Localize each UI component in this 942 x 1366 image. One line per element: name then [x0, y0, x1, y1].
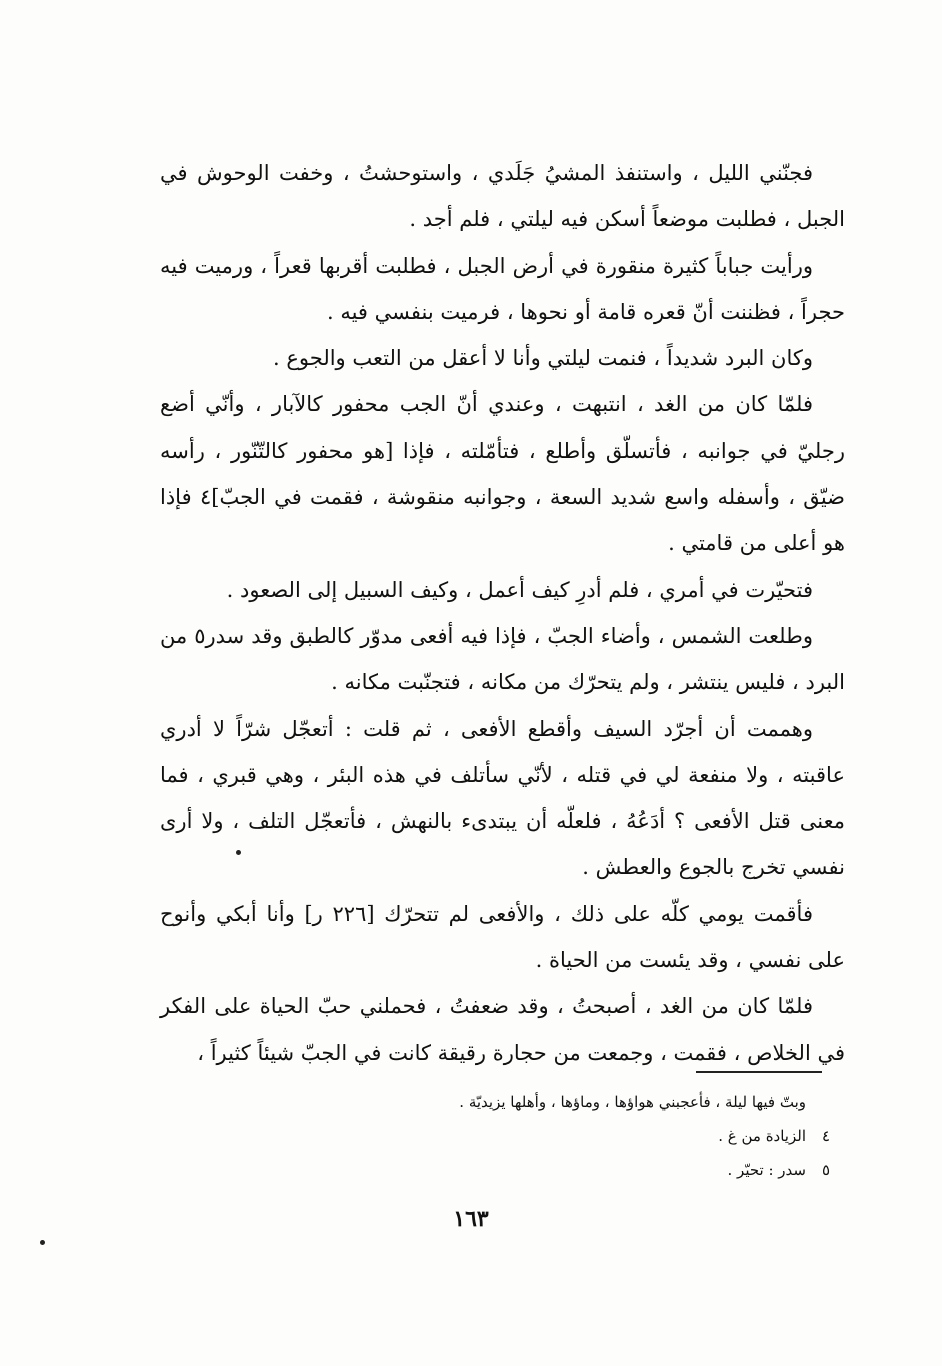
- body-text: [160, 150, 845, 1076]
- footnote-text: وبتّ فيها ليلة ، فأعجبني هواؤها ، وماؤها ، وأهلها يزيديّة .: [459, 1093, 806, 1111]
- paragraph: وهممت أن أجرّد السيف وأقطع الأفعى ، ثم قلت : أتعجّل شرّاً لا أدري عاقبته ، ولا منفعة لي في قتله ، لأنّي سأتلف في هذه البئر ، وهي قبري ، فما معنى قتل الأفعى ؟ أدَعُهُ ، فلعلّه أن يبتدىء بالنهش ، فأتعجّل التلف ، ولا أرى نفسي تخرج بالجوع والعطش .: [160, 716, 845, 880]
- footnote: [400, 1153, 830, 1187]
- footnote-number: ٤: [821, 1127, 830, 1145]
- paragraph: فجنّني الليل ، واستنفذ المشيُ جَلَدي ، واستوحشتُ ، وخفت الوحوش في الجبل ، فطلبت موضعاً أسكن فيه ليلتي ، فلم أجد .: [160, 161, 845, 232]
- ink-speck: [236, 850, 241, 855]
- footnote-divider: [696, 1071, 822, 1073]
- footnotes: [400, 1085, 830, 1187]
- footnote: [400, 1119, 830, 1153]
- paragraph: فتحيّرت في أمري ، فلم أدرِ كيف أعمل ، وكيف السبيل إلى الصعود .: [226, 577, 813, 602]
- footnote-number: ٥: [821, 1161, 830, 1179]
- paragraph: فلمّا كان من الغد ، انتبهت ، وعندي أنّ الجب محفور كالآبار ، وأنّي أضع رجليّ في جوانبه ، فأتسلّق وأطلع ، فتأمّلته ، فإذا [هو محفور كالتّنّور ، رأسه ضيّق ، وأسفله واسع شديد السعة ، وجوانبه منقوشة ، فقمت في الجبّ]٤ فإذا هو أعلى من قامتي .: [160, 392, 845, 556]
- footnote-text: سدر : تحيّر .: [727, 1161, 806, 1179]
- paragraph: وطلعت الشمس ، وأضاء الجبّ ، فإذا فيه أفعى مدوّر كالطبق وقد سدر٥ من البرد ، فليس ينتشر ، ولم يتحرّك من مكانه ، فتجنّبت مكانه .: [160, 623, 845, 695]
- footnote-text: الزيادة من غ .: [718, 1127, 806, 1145]
- page-number: ١٦٣: [453, 1206, 489, 1232]
- paragraph: فلمّا كان من الغد ، أصبحتُ ، وقد ضعفتُ ، فحملني حبّ الحياة على الفكر في الخلاص ، فقمت ، وجمعت من حجارة رقيقة كانت في الجبّ شيئاً كثيراً ،: [160, 994, 845, 1065]
- paragraph: فأقمت يومي كلّه على ذلك ، والأفعى لم تتحرّك [٢٢٦ ر] وأنا أبكي وأنوح على نفسي ، وقد يئست من الحياة .: [160, 901, 845, 973]
- footnote: [400, 1085, 830, 1119]
- paragraph: ورأيت جباباً كثيرة منقورة في أرض الجبل ، فطلبت أقربها قعراً ، ورميت فيه حجراً ، فظننت أنّ قعره قامة أو نحوها ، فرميت بنفسي فيه .: [160, 253, 845, 324]
- ink-speck: [40, 1240, 45, 1245]
- paragraph: وكان البرد شديداً ، فنمت ليلتي وأنا لا أعقل من التعب والجوع .: [273, 346, 813, 371]
